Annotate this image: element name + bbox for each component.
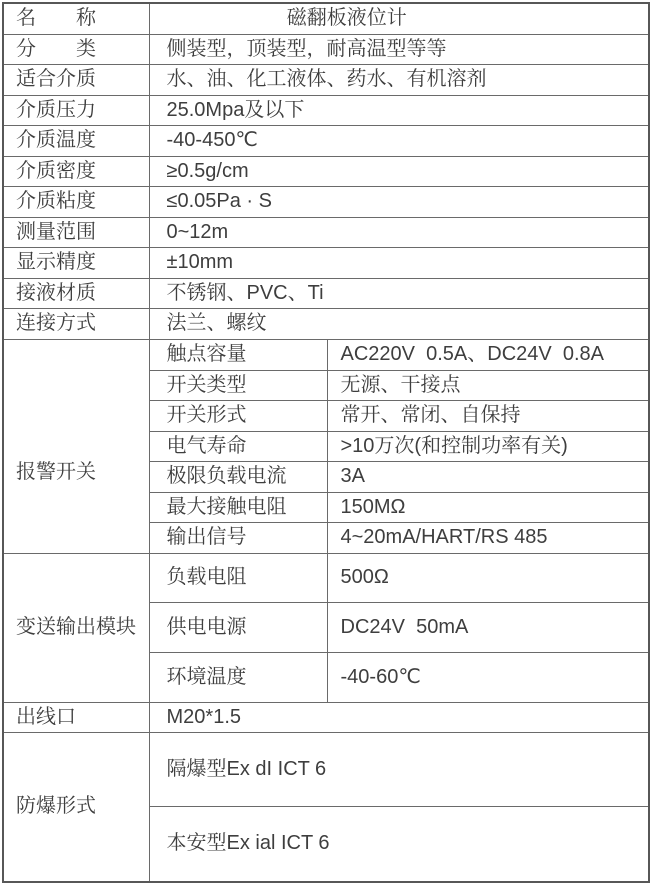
row-label-name: 名 称 — [3, 3, 149, 34]
row-label-wetted-material: 接液材质 — [3, 278, 149, 309]
table-row — [3, 309, 649, 340]
sub-label-power-supply: 供电电源 — [149, 603, 327, 653]
spec-table — [2, 2, 650, 883]
row-label-display-accuracy: 显示精度 — [3, 248, 149, 279]
sub-value-max-contact-resistance: 150MΩ — [327, 492, 649, 523]
row-label-media-temperature: 介质温度 — [3, 126, 149, 157]
sub-value-switch-type: 无源、干接点 — [327, 370, 649, 401]
sub-value-load-resistance: 500Ω — [327, 553, 649, 603]
row-value-measuring-range: 0~12m — [149, 217, 649, 248]
row-value-media-viscosity: ≤0.05Pa · S — [149, 187, 649, 218]
group-label-transmitter-module — [3, 553, 149, 702]
table-row — [3, 733, 649, 807]
sub-label-switch-form: 开关形式 — [149, 401, 327, 432]
table-row — [3, 126, 649, 157]
row-value-name: 磁翻板液位计 — [149, 3, 649, 34]
table-row — [3, 187, 649, 218]
group-label-text: 变送输出模块 — [16, 615, 136, 638]
sub-label-switch-type: 开关类型 — [149, 370, 327, 401]
table-row — [3, 156, 649, 187]
table-row — [3, 248, 649, 279]
sub-label-load-resistance: 负载电阻 — [149, 553, 327, 603]
table-row — [3, 553, 649, 603]
row-label-media-pressure: 介质压力 — [3, 95, 149, 126]
row-label-measuring-range: 测量范围 — [3, 217, 149, 248]
row-value-suitable-media: 水、油、化工液体、药水、有机溶剂 — [149, 65, 649, 96]
table-row — [3, 217, 649, 248]
table-row — [3, 278, 649, 309]
sub-label-ambient-temperature: 环境温度 — [149, 653, 327, 703]
row-value-display-accuracy: ±10mm — [149, 248, 649, 279]
row-value-connection-type: 法兰、螺纹 — [149, 309, 649, 340]
sub-label-limit-load-current: 极限负载电流 — [149, 462, 327, 493]
sub-value-output-signal: 4~20mA/HART/RS 485 — [327, 523, 649, 554]
row-label-suitable-media: 适合介质 — [3, 65, 149, 96]
row-value-wetted-material: 不锈钢、PVC、Ti — [149, 278, 649, 309]
group-label-text: 报警开关 — [16, 461, 96, 484]
sub-label-electrical-life: 电气寿命 — [149, 431, 327, 462]
row-label-category: 分 类 — [3, 34, 149, 65]
row-value-media-pressure: 25.0Mpa及以下 — [149, 95, 649, 126]
sub-value-power-supply: DC24V 50mA — [327, 603, 649, 653]
row-value-explosion-proof-flameproof: 隔爆型Ex dI ICT 6 — [149, 733, 649, 807]
row-value-explosion-proof-intrinsic: 本安型Ex ial ICT 6 — [149, 807, 649, 882]
row-value-media-density: ≥0.5g/cm — [149, 156, 649, 187]
table-row — [3, 702, 649, 733]
sub-value-limit-load-current: 3A — [327, 462, 649, 493]
group-label-explosion-proof — [3, 733, 149, 882]
table-row — [3, 3, 649, 34]
table-row — [3, 34, 649, 65]
row-value-cable-outlet: M20*1.5 — [149, 702, 649, 733]
sub-label-output-signal: 输出信号 — [149, 523, 327, 554]
group-label-alarm-switch — [3, 340, 149, 554]
table-row — [3, 65, 649, 96]
row-label-media-viscosity: 介质粘度 — [3, 187, 149, 218]
row-label-media-density: 介质密度 — [3, 156, 149, 187]
row-value-category: 侧装型，顶装型，耐高温型等等 — [149, 34, 649, 65]
table-row — [3, 95, 649, 126]
sub-value-electrical-life: >10万次(和控制功率有关) — [327, 431, 649, 462]
row-label-connection-type: 连接方式 — [3, 309, 149, 340]
sub-label-contact-capacity: 触点容量 — [149, 340, 327, 371]
sub-value-ambient-temperature: -40-60℃ — [327, 653, 649, 703]
sub-value-contact-capacity: AC220V 0.5A、DC24V 0.8A — [327, 340, 649, 371]
sub-value-switch-form: 常开、常闭、自保持 — [327, 401, 649, 432]
row-label-cable-outlet: 出线口 — [3, 702, 149, 733]
table-row — [3, 340, 649, 371]
sub-label-max-contact-resistance: 最大接触电阻 — [149, 492, 327, 523]
group-label-text: 防爆形式 — [16, 795, 96, 818]
row-value-media-temperature: -40-450℃ — [149, 126, 649, 157]
